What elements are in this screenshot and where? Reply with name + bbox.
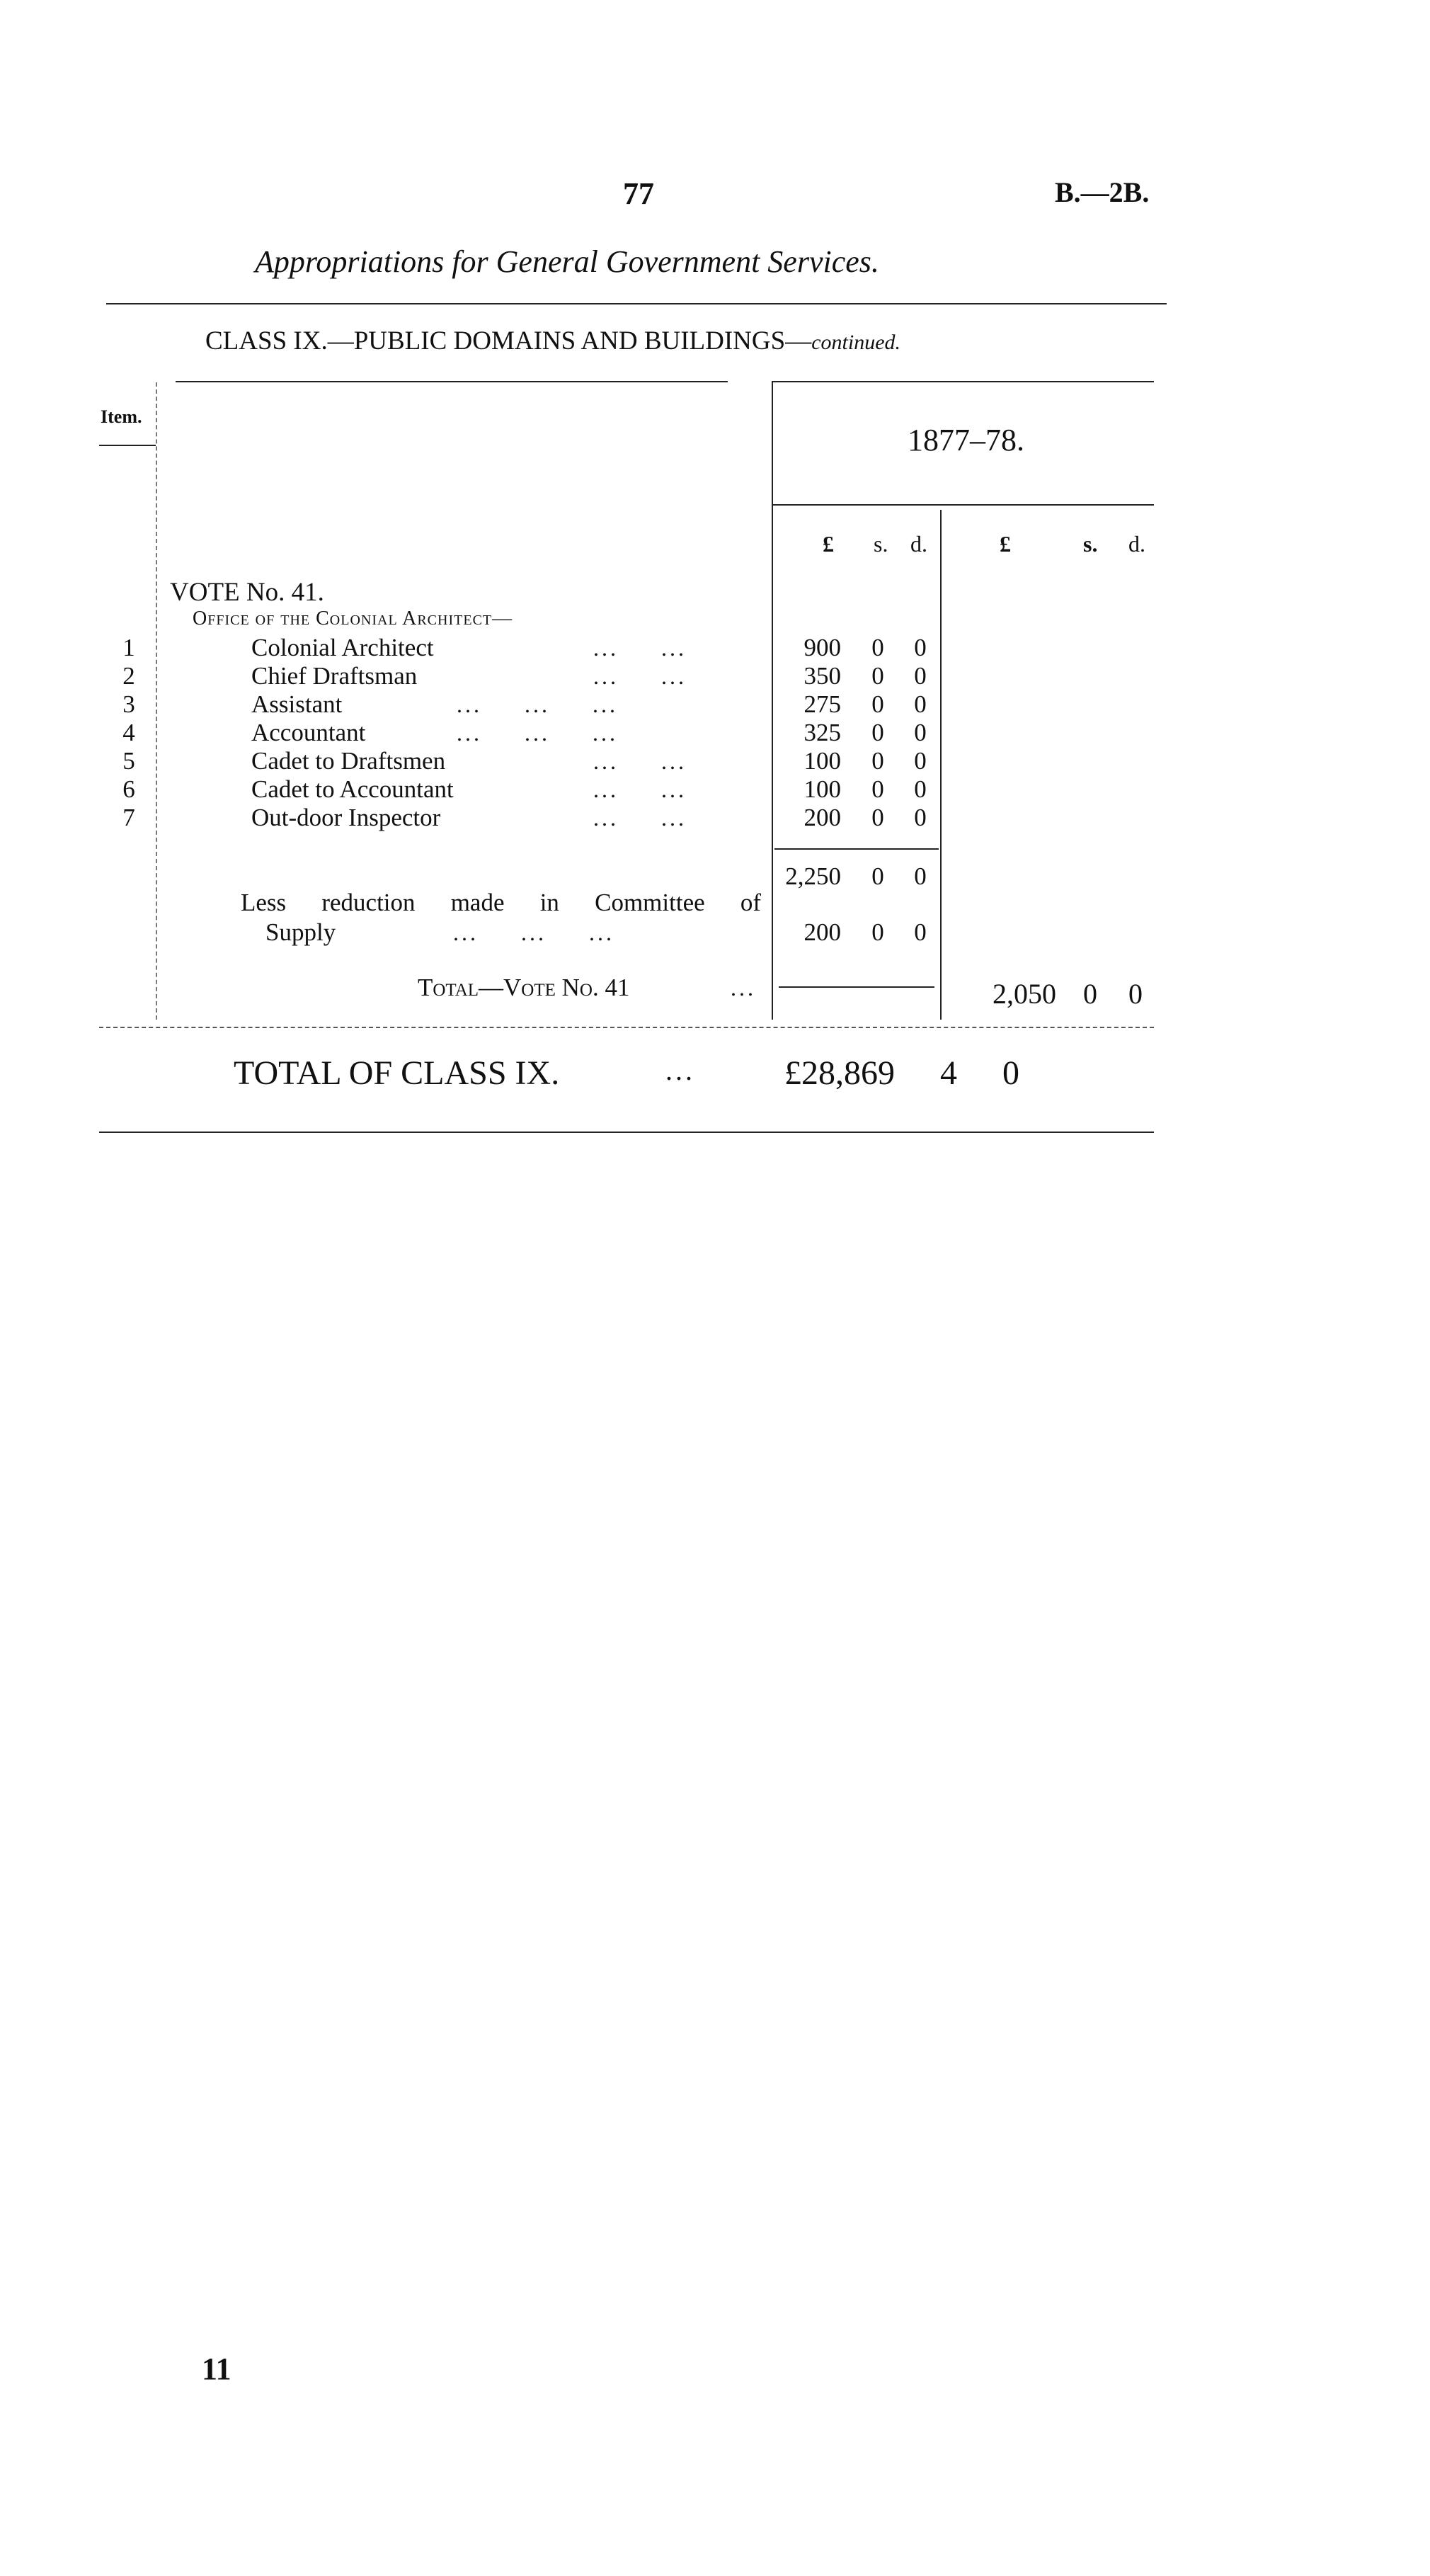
page-title: Appropriations for General Government Services. — [255, 244, 879, 279]
year-column-header: 1877–78. — [908, 423, 1024, 457]
class-heading — [205, 326, 900, 356]
reduction-label-line1: Less reduction made in Committee of — [241, 889, 761, 916]
leader-dots: ... ... ... — [457, 720, 618, 746]
item-column-divider — [156, 382, 157, 1020]
amount-pence: 0 — [914, 662, 927, 690]
item-description: Cadet to Accountant — [251, 775, 454, 803]
item-description: Cadet to Draftsmen — [251, 747, 446, 775]
amount-pence: 0 — [914, 804, 927, 831]
amount-shillings: 0 — [871, 747, 884, 775]
amount-pence: 0 — [914, 690, 927, 718]
leader-dots: ... ... — [593, 777, 687, 802]
leader-dots: ... ... — [593, 635, 687, 661]
pounds-header-2: £ — [1000, 531, 1011, 557]
pounds-header: £ — [823, 531, 834, 557]
amount-pounds: 325 — [803, 719, 841, 746]
vote-title: VOTE No. 41. — [170, 578, 324, 607]
leader-dots: ... — [731, 975, 756, 1001]
vote-total-shillings: 0 — [1083, 978, 1097, 1010]
amount-shillings: 0 — [871, 804, 884, 831]
item-number: 4 — [122, 719, 135, 746]
amount-pence: 0 — [914, 634, 927, 661]
amount-pence: 0 — [914, 747, 927, 775]
class-total-label: TOTAL OF CLASS IX. — [234, 1054, 560, 1092]
subtotal-rule — [774, 848, 939, 850]
item-description: Accountant — [251, 719, 366, 746]
pence-header-2: d. — [1128, 531, 1145, 557]
reduction-label-line2: Supply — [265, 918, 336, 946]
table-top-rule-right — [772, 381, 1154, 382]
item-description: Out-door Inspector — [251, 804, 441, 831]
vote-total-rule — [779, 986, 934, 988]
vote-total-pounds: 2,050 — [993, 978, 1056, 1010]
reduction-shillings: 0 — [871, 918, 884, 946]
reduction-pounds: 200 — [803, 918, 841, 946]
item-number: 1 — [122, 634, 135, 661]
class-total-pence: 0 — [1002, 1054, 1019, 1092]
leader-dots: ... ... — [593, 663, 687, 689]
signature-number: 11 — [202, 2352, 231, 2386]
item-description: Assistant — [251, 690, 343, 718]
class-total-pounds: £28,869 — [784, 1054, 895, 1092]
class-total-shillings: 4 — [940, 1054, 957, 1092]
leader-dots: ... ... ... — [453, 920, 614, 945]
class-heading-text: CLASS IX.—PUBLIC DOMAINS AND BUILDINGS— — [205, 326, 812, 355]
page-number: 77 — [623, 176, 654, 211]
pence-header: d. — [910, 531, 927, 557]
class-heading-suffix: continued. — [811, 331, 901, 354]
amount-shillings: 0 — [871, 775, 884, 803]
item-number: 3 — [122, 690, 135, 718]
amount-pounds: 900 — [803, 634, 841, 661]
amount-pence: 0 — [914, 775, 927, 803]
subtotal-shillings: 0 — [871, 862, 884, 890]
subtotal-pounds: 2,250 — [785, 862, 841, 890]
item-number: 5 — [122, 747, 135, 775]
reduction-pence: 0 — [914, 918, 927, 946]
amount-shillings: 0 — [871, 634, 884, 661]
amount-pence: 0 — [914, 719, 927, 746]
vote-total-label: Total—Vote No. 41 — [418, 974, 630, 1001]
office-heading: Office of the Colonial Architect— — [193, 608, 513, 629]
item-number: 7 — [122, 804, 135, 831]
amount-pounds: 350 — [803, 662, 841, 690]
class-total-rule — [99, 1132, 1154, 1133]
subtotal-pence: 0 — [914, 862, 927, 890]
amount-shillings: 0 — [871, 690, 884, 718]
amount-pounds: 100 — [803, 775, 841, 803]
shillings-header: s. — [874, 531, 888, 557]
leader-dots: ... ... — [593, 805, 687, 831]
document-reference: B.—2B. — [1055, 176, 1150, 208]
title-rule — [106, 303, 1167, 304]
leader-dots: ... ... — [593, 748, 687, 774]
item-header-rule — [99, 445, 156, 446]
amount-pounds: 275 — [803, 690, 841, 718]
leader-dots: ... — [665, 1054, 695, 1086]
table-top-rule-left — [176, 381, 728, 382]
item-column-header: Item. — [101, 406, 142, 427]
amount-shillings: 0 — [871, 719, 884, 746]
vote-total-pence: 0 — [1128, 978, 1143, 1010]
class-total-amount — [784, 1054, 1019, 1093]
item-description: Colonial Architect — [251, 634, 434, 661]
table-bottom-rule — [99, 1027, 1154, 1028]
amount-pounds: 100 — [803, 747, 841, 775]
item-number: 6 — [122, 775, 135, 803]
leader-dots: ... ... ... — [457, 692, 618, 717]
amount-shillings: 0 — [871, 662, 884, 690]
subtotal-column-divider — [940, 510, 942, 1020]
item-description: Chief Draftsman — [251, 662, 418, 690]
shillings-header-2: s. — [1083, 531, 1098, 557]
item-number: 2 — [122, 662, 135, 690]
year-header-rule — [773, 504, 1154, 506]
amount-pounds: 200 — [803, 804, 841, 831]
